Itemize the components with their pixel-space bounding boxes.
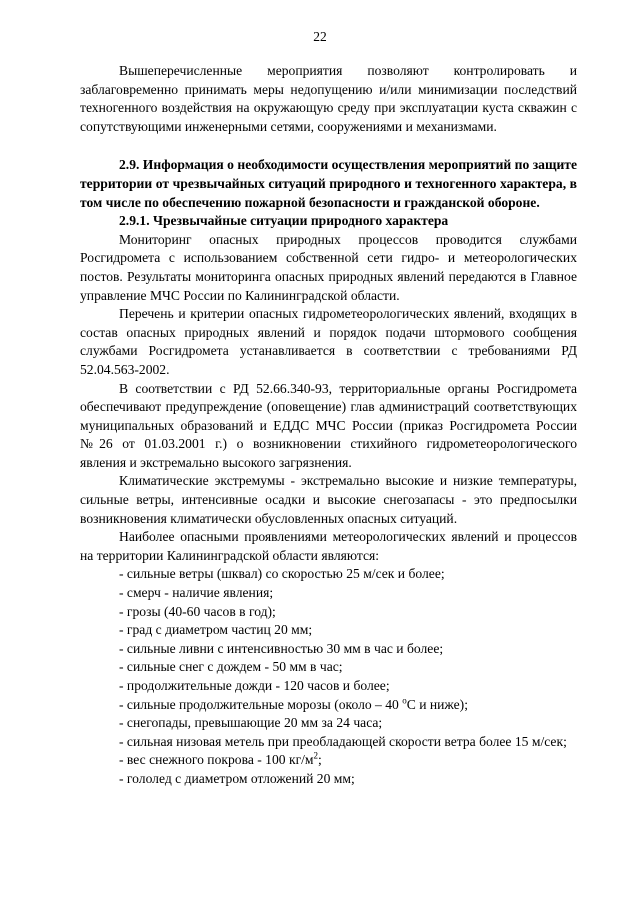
square-superscript: 2 <box>313 750 319 761</box>
hazard-list <box>80 565 577 788</box>
page-content <box>80 62 577 789</box>
list-item-text: - вес снежного покрова - 100 кг/м <box>119 752 314 768</box>
section-heading: 2.9. Информация о необходимости осуществления мероприятий по защите территории от чрезвычайных ситуаций природного и техногенного характера, в том числе по обеспечению пожарной безопасности и гражданской обороне. <box>80 157 577 210</box>
section-spacer <box>80 136 577 156</box>
list-item: - гололед с диаметром отложений 20 мм; <box>119 770 355 786</box>
list-item: - смерч - наличие явления; <box>119 585 274 601</box>
degree-superscript: о <box>402 695 407 706</box>
list-item-text: - сильные продолжительные морозы (около – 40 <box>119 696 403 712</box>
paragraph-criteria: Перечень и критерии опасных гидрометеорологических явлений, входящих в состав опасных природных явлений и порядок подачи штормового сообщения службами Росгидромета устанавливается в соответствии с требованиями РД 52.04.563-2002. <box>80 306 577 377</box>
list-item: - град с диаметром частиц 20 мм; <box>119 622 313 638</box>
subsection-heading: 2.9.1. Чрезвычайные ситуации природного характера <box>119 213 449 229</box>
paragraph-climate-extremes: Климатические экстремумы - экстремально высокие и низкие температуры, сильные ветры, интенсивные осадки и высокие снегозапасы - это предпосылки возникновения климатически обусловленных опасных ситуаций. <box>80 473 577 526</box>
list-item: - грозы (40-60 часов в год); <box>119 603 276 619</box>
list-item <box>80 696 577 715</box>
paragraph-hazards-intro: Наиболее опасными проявлениями метеорологических явлений и процессов на территории Калининградской области являются: <box>80 529 577 563</box>
list-item-text-tail: С и ниже); <box>406 696 468 712</box>
list-item-text-tail: ; <box>318 752 322 768</box>
paragraph-warning: В соответствии с РД 52.66.340-93, территориальные органы Росгидромета обеспечивают предупреждение (оповещение) глав администраций соответствующих муниципальных образований и ЕДДС МЧС России (приказ Росгидромета России №26 от 01.03.2001 г.) о возникновении стихийного гидрометеорологического явления и экстремально высокого загрязнения. <box>80 380 577 470</box>
list-item: - сильные снег с дождем - 50 мм в час; <box>119 659 343 675</box>
list-item: - продолжительные дожди - 120 часов и более; <box>119 678 390 693</box>
list-item: - снегопады, превышающие 20 мм за 24 часа; <box>119 715 383 731</box>
page-number: 22 <box>313 29 327 44</box>
list-item: - сильная низовая метель при преобладающей скорости ветра более 15 м/сек; <box>119 733 567 749</box>
paragraph-monitoring: Мониторинг опасных природных процессов проводится службами Росгидромета с использованием собственной сети гидро- и метеорологических постов. Результаты мониторинга опасных природных явлений передаются в Главное управление МЧС России по Калининградской области. <box>80 231 577 303</box>
paragraph-measures-summary: Вышеперечисленные мероприятия позволяют контролировать и заблаговременно принимать меры недопущению и/или минимизации последствий техногенного воздействия на окружающую среду при эксплуатации куста скважин с сопутствующими инженерными сетями, сооружениями и механизмами. <box>80 63 577 134</box>
list-item <box>80 751 577 770</box>
list-item: - сильные ветры (шквал) со скоростью 25 м/сек и более; <box>119 566 445 582</box>
list-item: - сильные ливни с интенсивностью 30 мм в час и более; <box>119 640 444 656</box>
